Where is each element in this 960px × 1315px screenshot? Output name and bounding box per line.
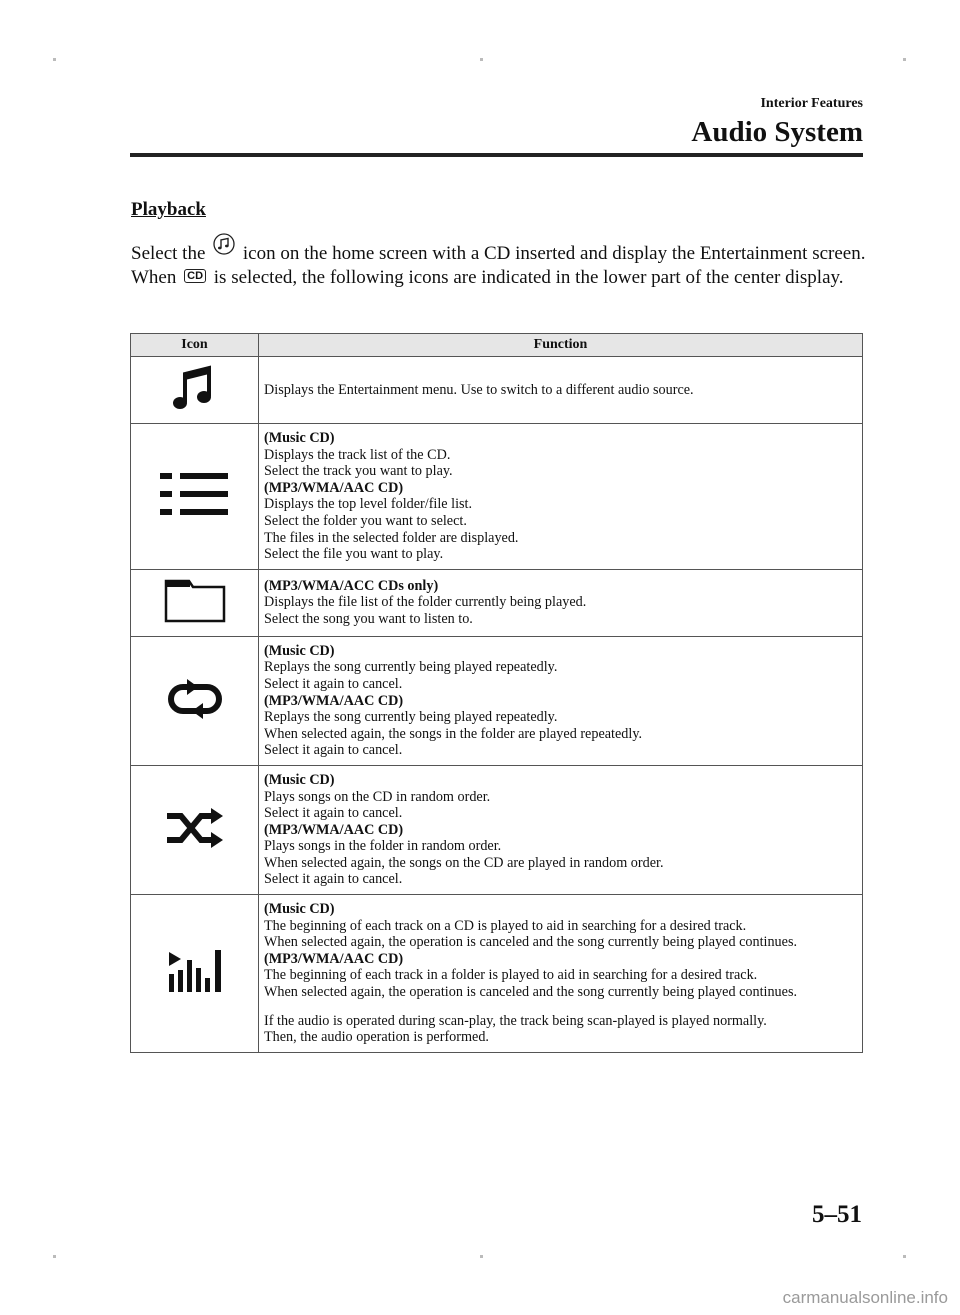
function-line: The beginning of each track in a folder is played to aid in searching for a desired track. <box>264 967 758 984</box>
function-line: Select it again to cancel. <box>264 805 403 822</box>
intro-text-3: is selected, the following icons are indicated in the lower part of the center display. <box>213 266 844 288</box>
function-cell <box>259 569 863 636</box>
table-row <box>131 765 863 894</box>
section-title: Interior Features <box>760 96 863 111</box>
function-line: The files in the selected folder are displayed. <box>264 529 519 546</box>
function-line: Select the folder you want to select. <box>264 512 467 529</box>
function-line: The beginning of each track on a CD is played to aid in searching for a desired track. <box>264 917 747 934</box>
page-number: 5–51 <box>812 1201 862 1228</box>
track-list-icon <box>160 472 230 516</box>
function-line: Select it again to cancel. <box>264 675 403 692</box>
function-line: Plays songs in the folder in random order. <box>264 838 502 855</box>
function-cell <box>259 765 863 894</box>
function-line: (Music CD) <box>264 642 335 659</box>
function-line: (Music CD) <box>264 771 335 788</box>
function-cell <box>259 636 863 765</box>
function-line: Select it again to cancel. <box>264 871 403 888</box>
crop-mark <box>53 1255 56 1258</box>
music-note-icon <box>173 364 217 412</box>
folder-icon <box>163 577 227 623</box>
function-cell <box>259 895 863 1053</box>
column-header-function: Function <box>259 334 863 357</box>
icon-function-table <box>130 333 863 1053</box>
function-line: When selected again, the songs on the CD are played in random order. <box>264 854 664 871</box>
entertainment-icon <box>213 233 235 255</box>
table-row <box>131 424 863 570</box>
function-line: When selected again, the operation is canceled and the song currently being played continues. <box>264 984 798 1001</box>
function-line: Displays the file list of the folder currently being played. <box>264 594 587 611</box>
function-line: Replays the song currently being played repeatedly. <box>264 659 558 676</box>
column-header-icon: Icon <box>131 334 259 357</box>
table-row <box>131 357 863 424</box>
function-line: Displays the top level folder/file list. <box>264 496 473 513</box>
function-line: When selected again, the songs in the folder are played repeatedly. <box>264 725 643 742</box>
table-row <box>131 569 863 636</box>
function-line: Select the song you want to listen to. <box>264 611 473 628</box>
crop-mark <box>480 58 483 61</box>
icon-cell <box>131 357 259 424</box>
function-line: (MP3/WMA/AAC CD) <box>264 479 404 496</box>
function-line: (MP3/WMA/AAC CD) <box>264 950 404 967</box>
intro-text-1: Select the <box>131 243 206 264</box>
chapter-title: Audio System <box>691 116 863 148</box>
crop-mark <box>53 58 56 61</box>
header-rule <box>130 153 863 157</box>
crop-mark <box>903 1255 906 1258</box>
function-line: Select it again to cancel. <box>264 742 403 759</box>
intro-paragraph <box>131 239 871 289</box>
table-row <box>131 636 863 765</box>
function-cell <box>259 357 863 424</box>
function-line: When selected again, the operation is canceled and the song currently being played continues. <box>264 934 798 951</box>
crop-mark <box>480 1255 483 1258</box>
table-row <box>131 895 863 1053</box>
function-cell <box>259 424 863 570</box>
function-line: Replays the song currently being played repeatedly. <box>264 709 558 726</box>
shuffle-icon <box>165 808 225 848</box>
crop-mark <box>903 58 906 61</box>
table-header-row <box>131 334 863 357</box>
function-line: Select the file you want to play. <box>264 546 444 563</box>
scan-icon <box>167 948 223 994</box>
function-line: Plays songs on the CD in random order. <box>264 788 491 805</box>
paragraph-gap <box>264 1001 856 1013</box>
cd-icon: CD <box>184 269 206 283</box>
icon-cell <box>131 895 259 1053</box>
section-heading: Playback <box>131 199 206 220</box>
function-note-line: If the audio is operated during scan-play, the track being scan-played is played normally. <box>264 1012 767 1029</box>
function-line: (Music CD) <box>264 430 335 446</box>
function-line: (MP3/WMA/AAC CD) <box>264 692 404 709</box>
repeat-icon <box>165 679 225 719</box>
intro-text-2: icon on the home screen with a CD inserted and display the Entertainment screen. When <box>131 243 866 288</box>
function-line: Select the track you want to play. <box>264 463 453 480</box>
function-line: (MP3/WMA/AAC CD) <box>264 821 404 838</box>
function-line: Displays the Entertainment menu. Use to switch to a different audio source. <box>264 381 694 398</box>
watermark: carmanualsonline.info <box>782 1288 948 1307</box>
function-line: Displays the track list of the CD. <box>264 446 451 463</box>
icon-cell <box>131 765 259 894</box>
function-line: (MP3/WMA/ACC CDs only) <box>264 577 439 594</box>
icon-cell <box>131 636 259 765</box>
icon-cell <box>131 424 259 570</box>
page-header <box>130 96 863 150</box>
icon-cell <box>131 569 259 636</box>
function-note-line: Then, the audio operation is performed. <box>264 1029 489 1046</box>
function-line: (Music CD) <box>264 901 335 918</box>
